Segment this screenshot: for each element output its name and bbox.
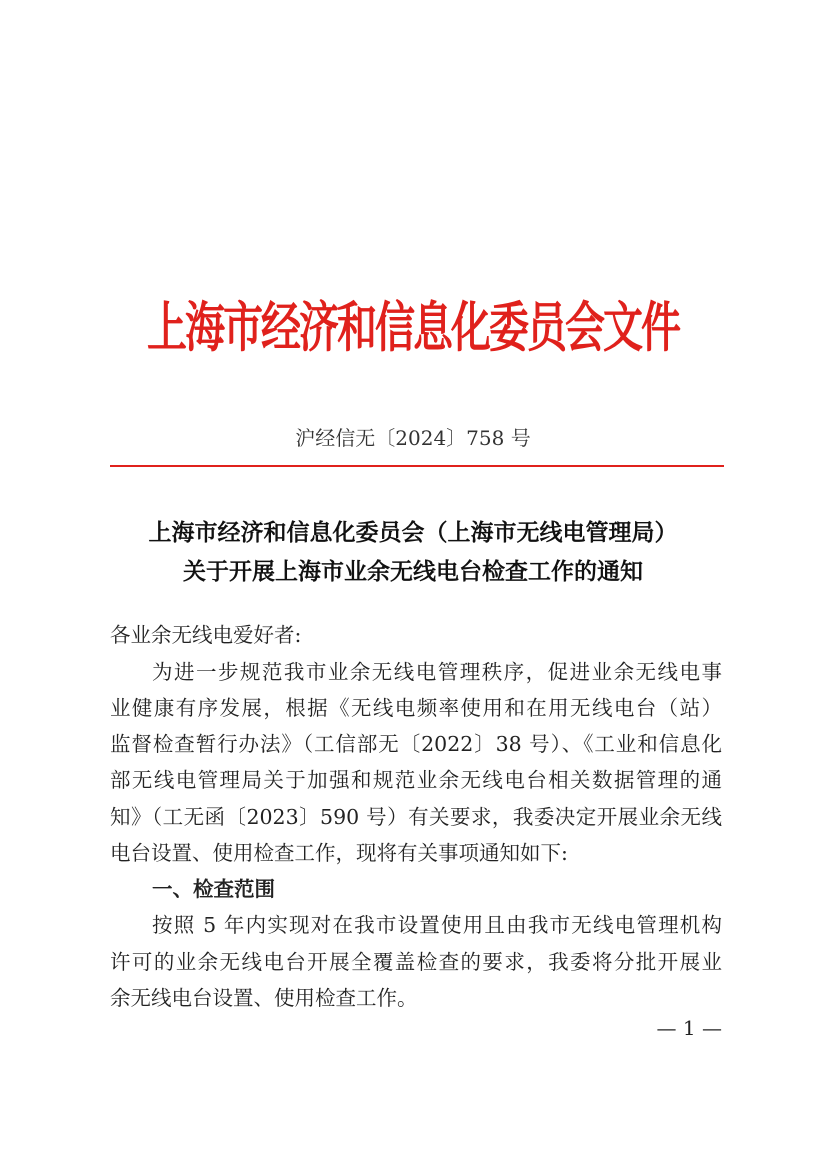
paragraph-line: 监督检查暂行办法》（工信部无〔2022〕38 号）、《工业和信息化 <box>110 732 722 756</box>
salutation: 各业余无线电爱好者: <box>110 623 302 647</box>
paragraph-line: 电台设置、使用检查工作，现将有关事项通知如下: <box>110 841 568 865</box>
page-number: — 1 — <box>656 1016 722 1040</box>
red-divider <box>110 465 724 467</box>
paragraph-line: 业健康有序发展，根据《无线电频率使用和在用无线电台（站） <box>110 696 722 720</box>
paragraph-line: 许可的业余无线电台开展全覆盖检查的要求，我委将分批开展业 <box>110 950 722 974</box>
document-number: 沪经信无〔2024〕758 号 <box>295 426 531 450</box>
paragraph-line: 为进一步规范我市业余无线电管理秩序，促进业余无线电事 <box>152 660 722 684</box>
notice-title-line-1: 上海市经济和信息化委员会（上海市无线电管理局） <box>148 519 678 546</box>
issuer-title: 上海市经济和信息化委员会文件 <box>147 296 679 360</box>
section-heading: 一、检查范围 <box>152 877 275 901</box>
paragraph-line: 按照 5 年内实现对在我市设置使用且由我市无线电管理机构 <box>152 913 722 937</box>
paragraph-line: 部无线电管理局关于加强和规范业余无线电台相关数据管理的通 <box>110 768 722 792</box>
paragraph-line: 知》（工无函〔2023〕590 号）有关要求，我委决定开展业余无线 <box>110 805 722 829</box>
paragraph-line: 余无线电台设置、使用检查工作。 <box>110 986 418 1010</box>
notice-title-line-2: 关于开展上海市业余无线电台检查工作的通知 <box>183 558 643 585</box>
